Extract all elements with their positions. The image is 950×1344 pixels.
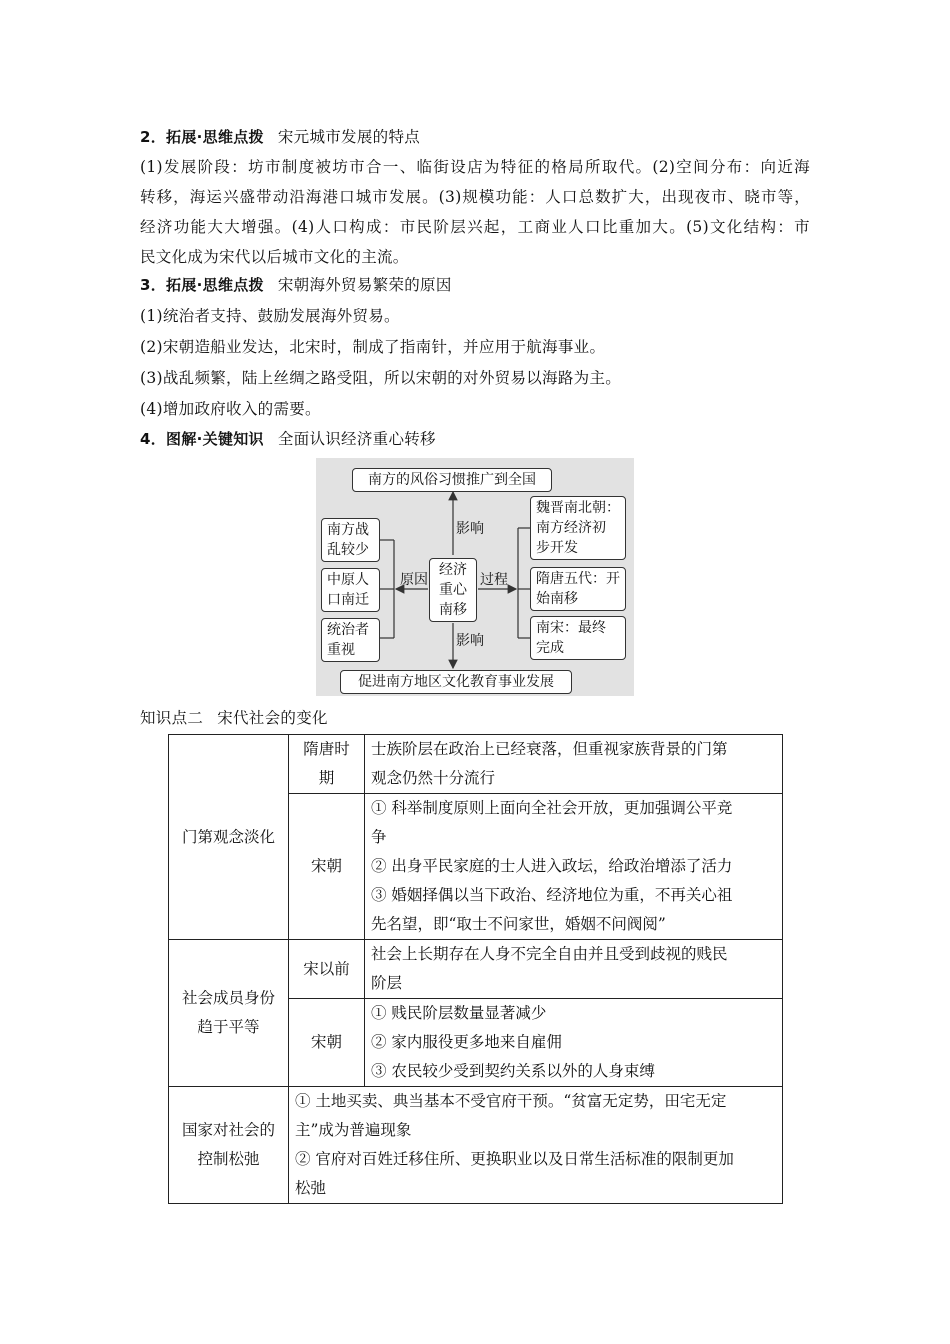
process-box: 南宋：最终 完成 <box>530 616 626 660</box>
content-cell: ① 贱民阶层数量显著减少 ② 家内服役更多地来自雇佣 ③ 农民较少受到契约关系以外的人身束缚 <box>365 999 783 1087</box>
content-cell: 社会上长期存在人身不完全自由并且受到歧视的贱民 阶层 <box>365 940 783 999</box>
economic-shift-diagram <box>316 458 634 696</box>
section3-heading: 3．拓展·思维点拨 宋朝海外贸易繁荣的原因 <box>140 276 452 294</box>
category-cell: 国家对社会的 控制松弛 <box>169 1087 289 1204</box>
content-cell: 士族阶层在政治上已经衰落，但重视家族背景的门第 观念仍然十分流行 <box>365 735 783 794</box>
section2-heading: 2．拓展·思维点拨 宋元城市发展的特点 <box>140 128 421 146</box>
knowledge-title: 宋代社会的变化 <box>217 709 328 727</box>
table-row <box>169 940 783 999</box>
diagram-bottom-box: 促进南方地区文化教育事业发展 <box>340 670 572 694</box>
process-label: 过程 <box>480 572 508 588</box>
diagram-top-box: 南方的风俗习惯推广到全国 <box>352 468 552 492</box>
section3-line: (4)增加政府收入的需要。 <box>140 400 321 418</box>
section2-line: 经济功能大大增强。(4)人口构成：市民阶层兴起，工商业人口比重加大。(5)文化结构：市 <box>140 218 810 236</box>
table-row <box>169 735 783 794</box>
content-cell: ① 土地买卖、典当基本不受官府干预。“贫富无定势，田宅无定 主”成为普遍现象 ② 官府对百姓迁移住所、更换职业以及日常生活标准的限制更加 松弛 <box>289 1087 783 1204</box>
category-cell: 门第观念淡化 <box>169 735 289 940</box>
section4-heading-title: 全面认识经济重心转移 <box>277 430 436 448</box>
knowledge-heading <box>140 703 810 733</box>
section3-line: (2)宋朝造船业发达，北宋时，制成了指南针，并应用于航海事业。 <box>140 338 606 356</box>
period-cell: 宋以前 <box>289 940 365 999</box>
section3-heading-bold: 拓展·思维点拨 <box>166 276 264 294</box>
content-cell: ① 科举制度原则上面向全社会开放，更加强调公平竞 争 ② 出身平民家庭的士人进入政坛，给政治增添了活力 ③ 婚姻择偶以当下政治、经济地位为重，不再关心祖 先名望，即“取士不问家世，婚姻不问阀阅” <box>365 794 783 940</box>
process-box: 魏晋南北朝： 南方经济初 步开发 <box>530 496 626 560</box>
period-cell: 宋朝 <box>289 794 365 940</box>
section2-line: (1)发展阶段：坊市制度被坊市合一、临街设店为特征的格局所取代。(2)空间分布：向近海 <box>140 158 810 176</box>
reason-label: 原因 <box>400 572 428 588</box>
section2-heading-title: 宋元城市发展的特点 <box>277 128 421 146</box>
section3-heading-title: 宋朝海外贸易繁荣的原因 <box>277 276 452 294</box>
category-cell: 社会成员身份 趋于平等 <box>169 940 289 1087</box>
section4-heading: 4．图解·关键知识 全面认识经济重心转移 <box>140 430 436 448</box>
influence-top-label: 影响 <box>456 521 484 537</box>
reason-box: 中原人 口南迁 <box>321 568 380 612</box>
section3-line: (1)统治者支持、鼓励发展海外贸易。 <box>140 307 400 325</box>
section4-heading-bold: 图解·关键知识 <box>166 430 264 448</box>
period-cell: 隋唐时 期 <box>289 735 365 794</box>
reason-box: 南方战 乱较少 <box>321 518 380 562</box>
diagram-center-box: 经济 重心 南移 <box>429 558 477 622</box>
reason-box: 统治者 重视 <box>321 618 380 662</box>
process-box: 隋唐五代：开 始南移 <box>530 567 626 611</box>
section2-heading-bold: 拓展·思维点拨 <box>166 128 264 146</box>
section2-line: 民文化成为宋代以后城市文化的主流。 <box>140 248 409 266</box>
period-cell: 宋朝 <box>289 999 365 1087</box>
social-change-table <box>168 734 783 1204</box>
section3-line: (3)战乱频繁，陆上丝绸之路受阻，所以宋朝的对外贸易以海路为主。 <box>140 369 622 387</box>
influence-bottom-label: 影响 <box>456 633 484 649</box>
section2-line: 转移，海运兴盛带动沿海港口城市发展。(3)规模功能：人口总数扩大，出现夜市、晓市等， <box>140 188 810 206</box>
table-row <box>169 1087 783 1204</box>
knowledge-label: 知识点二 <box>140 709 204 727</box>
